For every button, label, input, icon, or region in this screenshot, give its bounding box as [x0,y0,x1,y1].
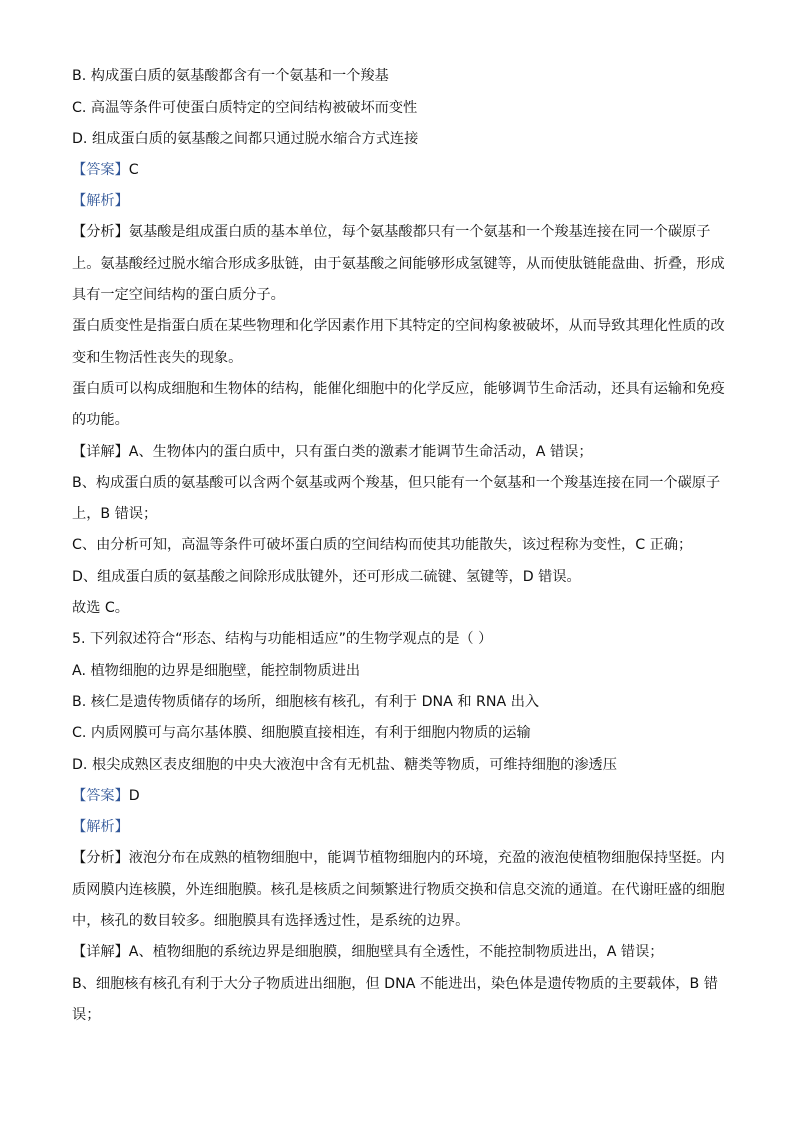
analysis-line-1 [72,191,129,211]
option-d: D. 根尖成熟区表皮细胞的中央大液泡中含有无机盐、糖类等物质，可维持细胞的渗透压 [72,757,617,773]
answer-line-1 [72,160,139,180]
fenxi-paragraph-line: 【分析】液泡分布在成熟的植物细胞中，能调节植物细胞内的环境，充盈的液泡使植物细胞保持坚挺。内 [72,850,725,866]
paragraph-line: 的功能。 [72,412,129,428]
paragraph-line: 中，核孔的数目较多。细胞膜具有选择透过性，是系统的边界。 [72,913,470,929]
paragraph-line: B、细胞核有核孔有利于大分子物质进出细胞，但 DNA 不能进出，染色体是遗传物质的主要载体，B 错 [72,976,718,992]
paragraph-line: D、组成蛋白质的氨基酸之间除形成肽键外，还可形成二硫键、氢键等，D 错误。 [72,569,581,585]
option-b: B. 核仁是遗传物质储存的场所，细胞核有核孔，有利于 DNA 和 RNA 出入 [72,694,540,710]
paragraph-line: 上，B 错误； [72,506,158,522]
option-c: C. 高温等条件可使蛋白质特定的空间结构被破坏而变性 [72,100,418,116]
xiangjie-paragraph-line: 【详解】A、植物细胞的系统边界是细胞膜，细胞壁具有全透性，不能控制物质进出，A 错误； [72,944,664,960]
paragraph-line: 蛋白质可以构成细胞和生物体的结构，能催化细胞中的化学反应，能够调节生命活动，还具有运输和免疫 [72,381,725,397]
paragraph-line: 上。氨基酸经过脱水缩合形成多肽链，由于氨基酸之间能够形成氢键等，从而使肽链能盘曲、折叠，形成 [72,256,725,272]
fenxi-tag: 【分析】 [72,850,129,866]
answer-line-2 [72,786,140,806]
answer-value: C [128,162,139,178]
question-5: 5. 下列叙述符合“形态、结构与功能相适应”的生物学观点的是（ ） [72,631,493,647]
paragraph-line: 误； [72,1007,101,1023]
answer-tag: 【答案】 [72,788,129,804]
xiangjie-tag: 【详解】 [72,944,129,960]
paragraph-line: 故选 C。 [72,600,129,616]
paragraph-line: 变和生物活性丧失的现象。 [72,350,243,366]
option-a: A. 植物细胞的边界是细胞壁，能控制物质进出 [72,663,361,679]
xiangjie-paragraph-line: 【详解】A、生物体内的蛋白质中，只有蛋白类的激素才能调节生命活动，A 错误； [72,444,593,460]
analysis-tag: 【解析】 [72,819,129,835]
paragraph-line: 质网膜内连核膜，外连细胞膜。核孔是核质之间频繁进行物质交换和信息交流的通道。在代谢旺盛的细胞 [72,882,725,898]
answer-value: D [128,788,140,804]
analysis-line-2 [72,817,129,837]
xiangjie-tag: 【详解】 [72,444,129,460]
option-b: B. 构成蛋白质的氨基酸都含有一个氨基和一个羧基 [72,68,389,84]
analysis-tag: 【解析】 [72,193,129,209]
fenxi-paragraph-line: 【分析】氨基酸是组成蛋白质的基本单位，每个氨基酸都只有一个氨基和一个羧基连接在同一个碳原子 [72,224,711,240]
option-d: D. 组成蛋白质的氨基酸之间都只通过脱水缩合方式连接 [72,131,419,147]
option-c: C. 内质网膜可与高尔基体膜、细胞膜直接相连，有利于细胞内物质的运输 [72,725,531,741]
paragraph-line: 具有一定空间结构的蛋白质分子。 [72,287,285,303]
fenxi-tag: 【分析】 [72,224,129,240]
paragraph-line: B、构成蛋白质的氨基酸可以含两个氨基或两个羧基，但只能有一个氨基和一个羧基连接在同一个碳原子 [72,475,721,491]
paragraph-line: C、由分析可知，高温等条件可破坏蛋白质的空间结构而使其功能散失，该过程称为变性，C 正确； [72,537,693,553]
paragraph-line: 蛋白质变性是指蛋白质在某些物理和化学因素作用下其特定的空间构象被破坏，从而导致其理化性质的改 [72,318,725,334]
answer-tag: 【答案】 [72,162,129,178]
